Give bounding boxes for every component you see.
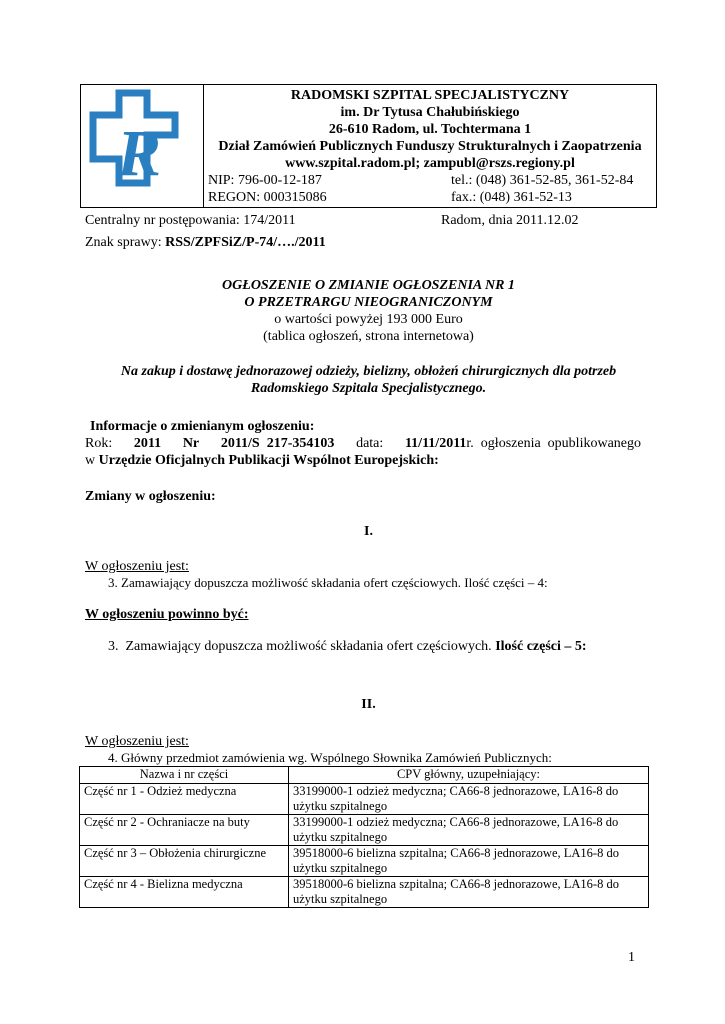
hospital-logo [81,85,204,207]
table-row [80,784,649,815]
fax: fax.: (048) 361-52-13 [451,190,572,205]
case-number: RSS/ZPFSiZ/P-74/…./2011 [165,235,326,250]
cpv-table [79,766,649,908]
org-address: 26-610 Radom, ul. Tochtermana 1 [328,122,532,137]
org-web-email: www.szpital.radom.pl; zampubl@rszs.regiony.pl [285,156,575,171]
info-suffix: r. ogłoszenia opublikowanego [466,436,641,451]
info-line-2 [85,452,439,469]
case-label: Znak sprawy: [85,235,166,250]
title-line-4: (tablica ogłoszeń, strona internetowa) [263,329,474,344]
info-line2-prefix: w [85,453,99,468]
place-date: Radom, dnia 2011.12.02 [441,213,579,228]
org-name: RADOMSKI SZPITAL SPECJALISTYCZNY [290,88,570,103]
case-reference [85,234,326,251]
section-2-numeral: II. [361,697,376,712]
table-row [80,846,649,877]
svg-text:R: R [117,117,162,190]
cpv-cell: 39518000-6 bielizna szpitalna; CA66-8 jednorazowe, LA16-8 do użytku szpitalnego [289,846,649,877]
part-name-cell: Część nr 1 - Odzież medyczna [80,784,289,815]
tel: tel.: (048) 361-52-85, 361-52-84 [451,173,634,188]
rok-value: 2011 [133,436,162,451]
publication-office: Urzędzie Oficjalnych Publikacji Wspólnot Europejskich: [98,453,439,468]
title-line-1: OGŁOSZENIE O ZMIANIE OGŁOSZENIA NR 1 [222,278,515,293]
title-line-2: O PRZETRARGU NIEOGRANICZONYM [244,295,493,310]
nr-value: 2011/S 217-354103 [220,436,335,451]
data-value: 11/11/2011 [404,436,467,451]
section-1-numeral: I. [364,524,373,539]
section-1-should-text: 3. Zamawiający dopuszcza możliwość składania ofert częściowych. [108,639,496,654]
org-department: Dział Zamówień Publicznych Funduszy Strukturalnych i Zaopatrzenia [218,139,642,154]
nr-label: Nr [182,436,200,451]
page-number: 1 [628,950,635,965]
regon-fax-row [208,189,652,206]
title-line-3: o wartości powyżej 193 000 Euro [274,312,463,327]
data-label: data: [356,436,384,451]
nip-tel-row [208,172,652,189]
regon: REGON: 000315086 [208,190,327,205]
nip: NIP: 796-00-12-187 [208,173,322,188]
proceeding-number: Centralny nr postępowania: 174/2011 [85,213,296,228]
part-name-cell: Część nr 4 - Bielizna medyczna [80,877,289,908]
info-line-1 [85,435,641,452]
header-part-name: Nazwa i nr części [80,767,289,784]
part-name-cell: Część nr 2 - Ochraniacze na buty [80,815,289,846]
cross-r-logo-icon [81,85,203,207]
subject-line-1: Na zakup i dostawę jednorazowej odzieży, bielizny, obłożeń chirurgicznych dla potrzeb [120,364,617,379]
changes-heading: Zmiany w ogłoszeniu: [85,489,216,504]
section-1-is-text: 3. Zamawiający dopuszcza możliwość składania ofert częściowych. Ilość części – 4: [108,575,548,590]
table-row [80,815,649,846]
letterhead [80,84,657,208]
table-header-row [80,767,649,784]
section-1-should-label: W ogłoszeniu powinno być: [85,607,249,622]
section-1-should-bold: Ilość części – 5: [495,639,587,654]
table-row [80,877,649,908]
rok-label: Rok: [85,436,113,451]
cpv-cell: 33199000-1 odzież medyczna; CA66-8 jednorazowe, LA16-8 do użytku szpitalnego [289,784,649,815]
cpv-cell: 33199000-1 odzież medyczna; CA66-8 jednorazowe, LA16-8 do użytku szpitalnego [289,815,649,846]
cpv-cell: 39518000-6 bielizna szpitalna; CA66-8 jednorazowe, LA16-8 do użytku szpitalnego [289,877,649,908]
header-cpv: CPV główny, uzupełniający: [289,767,649,784]
part-name-cell: Część nr 3 – Obłożenia chirurgiczne [80,846,289,877]
section-2-is-text: 4. Główny przedmiot zamówienia wg. Wspólnego Słownika Zamówień Publicznych: [108,750,552,765]
section-2-is-label: W ogłoszeniu jest: [85,734,189,749]
org-patron: im. Dr Tytusa Chałubińskiego [340,105,520,120]
section-1-should-line [108,638,587,655]
section-1-is-label: W ogłoszeniu jest: [85,559,189,574]
subject-line-2: Radomskiego Szpitala Specjalistycznego. [250,381,487,396]
info-heading: Informacje o zmienianym ogłoszeniu: [90,419,315,434]
